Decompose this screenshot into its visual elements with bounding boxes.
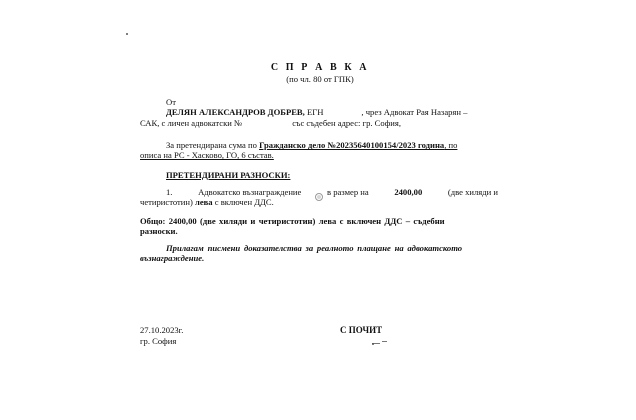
attachment-line-1: Прилагам писмени доказателства за реалното плащане на адвокатското bbox=[166, 243, 463, 253]
scan-speck-2 bbox=[372, 343, 374, 345]
closing-salutation: С ПОЧИТ bbox=[340, 325, 383, 335]
item-vat: с включен ДДС. bbox=[214, 197, 274, 207]
claim-line-1 bbox=[166, 140, 457, 150]
scan-artifact-circle bbox=[315, 193, 323, 201]
from-line-2 bbox=[140, 118, 401, 128]
item-amount-words-1: (две хиляди и bbox=[447, 187, 498, 197]
claim-line-2: описа на РС - Хасково, ГО, 6 състав. bbox=[140, 150, 274, 160]
cost-item-1-line-2 bbox=[140, 197, 274, 207]
egn-label: ЕГН bbox=[306, 107, 324, 117]
court-address: със съдебен адрес: гр. София, bbox=[292, 118, 401, 128]
case-number: Гражданско дело №20235640100154/2023 година bbox=[259, 140, 445, 150]
document-title: С П Р А В К А bbox=[270, 62, 370, 73]
claim-tail: , по bbox=[444, 140, 458, 150]
from-line-1 bbox=[166, 107, 467, 117]
attorney-text: , чрез Адвокат Рая Назарян – bbox=[361, 107, 468, 117]
total-line-1: Общо: 2400,00 (две хиляди и четиристотин) лева с включен ДДС – съдебни bbox=[140, 216, 445, 226]
signature-mark-2 bbox=[382, 341, 387, 342]
item-amount-label: в размер на bbox=[326, 187, 369, 197]
from-prefix: От bbox=[166, 97, 176, 107]
costs-heading: ПРЕТЕНДИРАНИ РАЗНОСКИ: bbox=[166, 170, 291, 180]
item-description: Адвокатско възнаграждение bbox=[198, 187, 302, 197]
scan-speck bbox=[126, 33, 128, 35]
item-currency: лева bbox=[195, 197, 213, 207]
claim-intro: За претендирана сума по bbox=[166, 140, 257, 150]
item-amount: 2400,00 bbox=[394, 187, 423, 197]
client-name: ДЕЛЯН АЛЕКСАНДРОВ ДОБРЕВ, bbox=[166, 107, 305, 117]
document-subtitle: (по чл. 80 от ГПК) bbox=[286, 74, 354, 84]
item-number: 1. bbox=[166, 187, 173, 197]
total-line-2: разноски. bbox=[140, 226, 178, 236]
attachment-line-2: възнаграждение. bbox=[140, 253, 205, 263]
item-amount-words-2: четиристотин) bbox=[140, 197, 193, 207]
document-city: гр. София bbox=[140, 336, 177, 346]
bar-number-label: САК, с личен адвокатски № bbox=[140, 118, 243, 128]
document-date: 27.10.2023г. bbox=[140, 325, 184, 335]
cost-item-1-line-1 bbox=[166, 187, 498, 197]
